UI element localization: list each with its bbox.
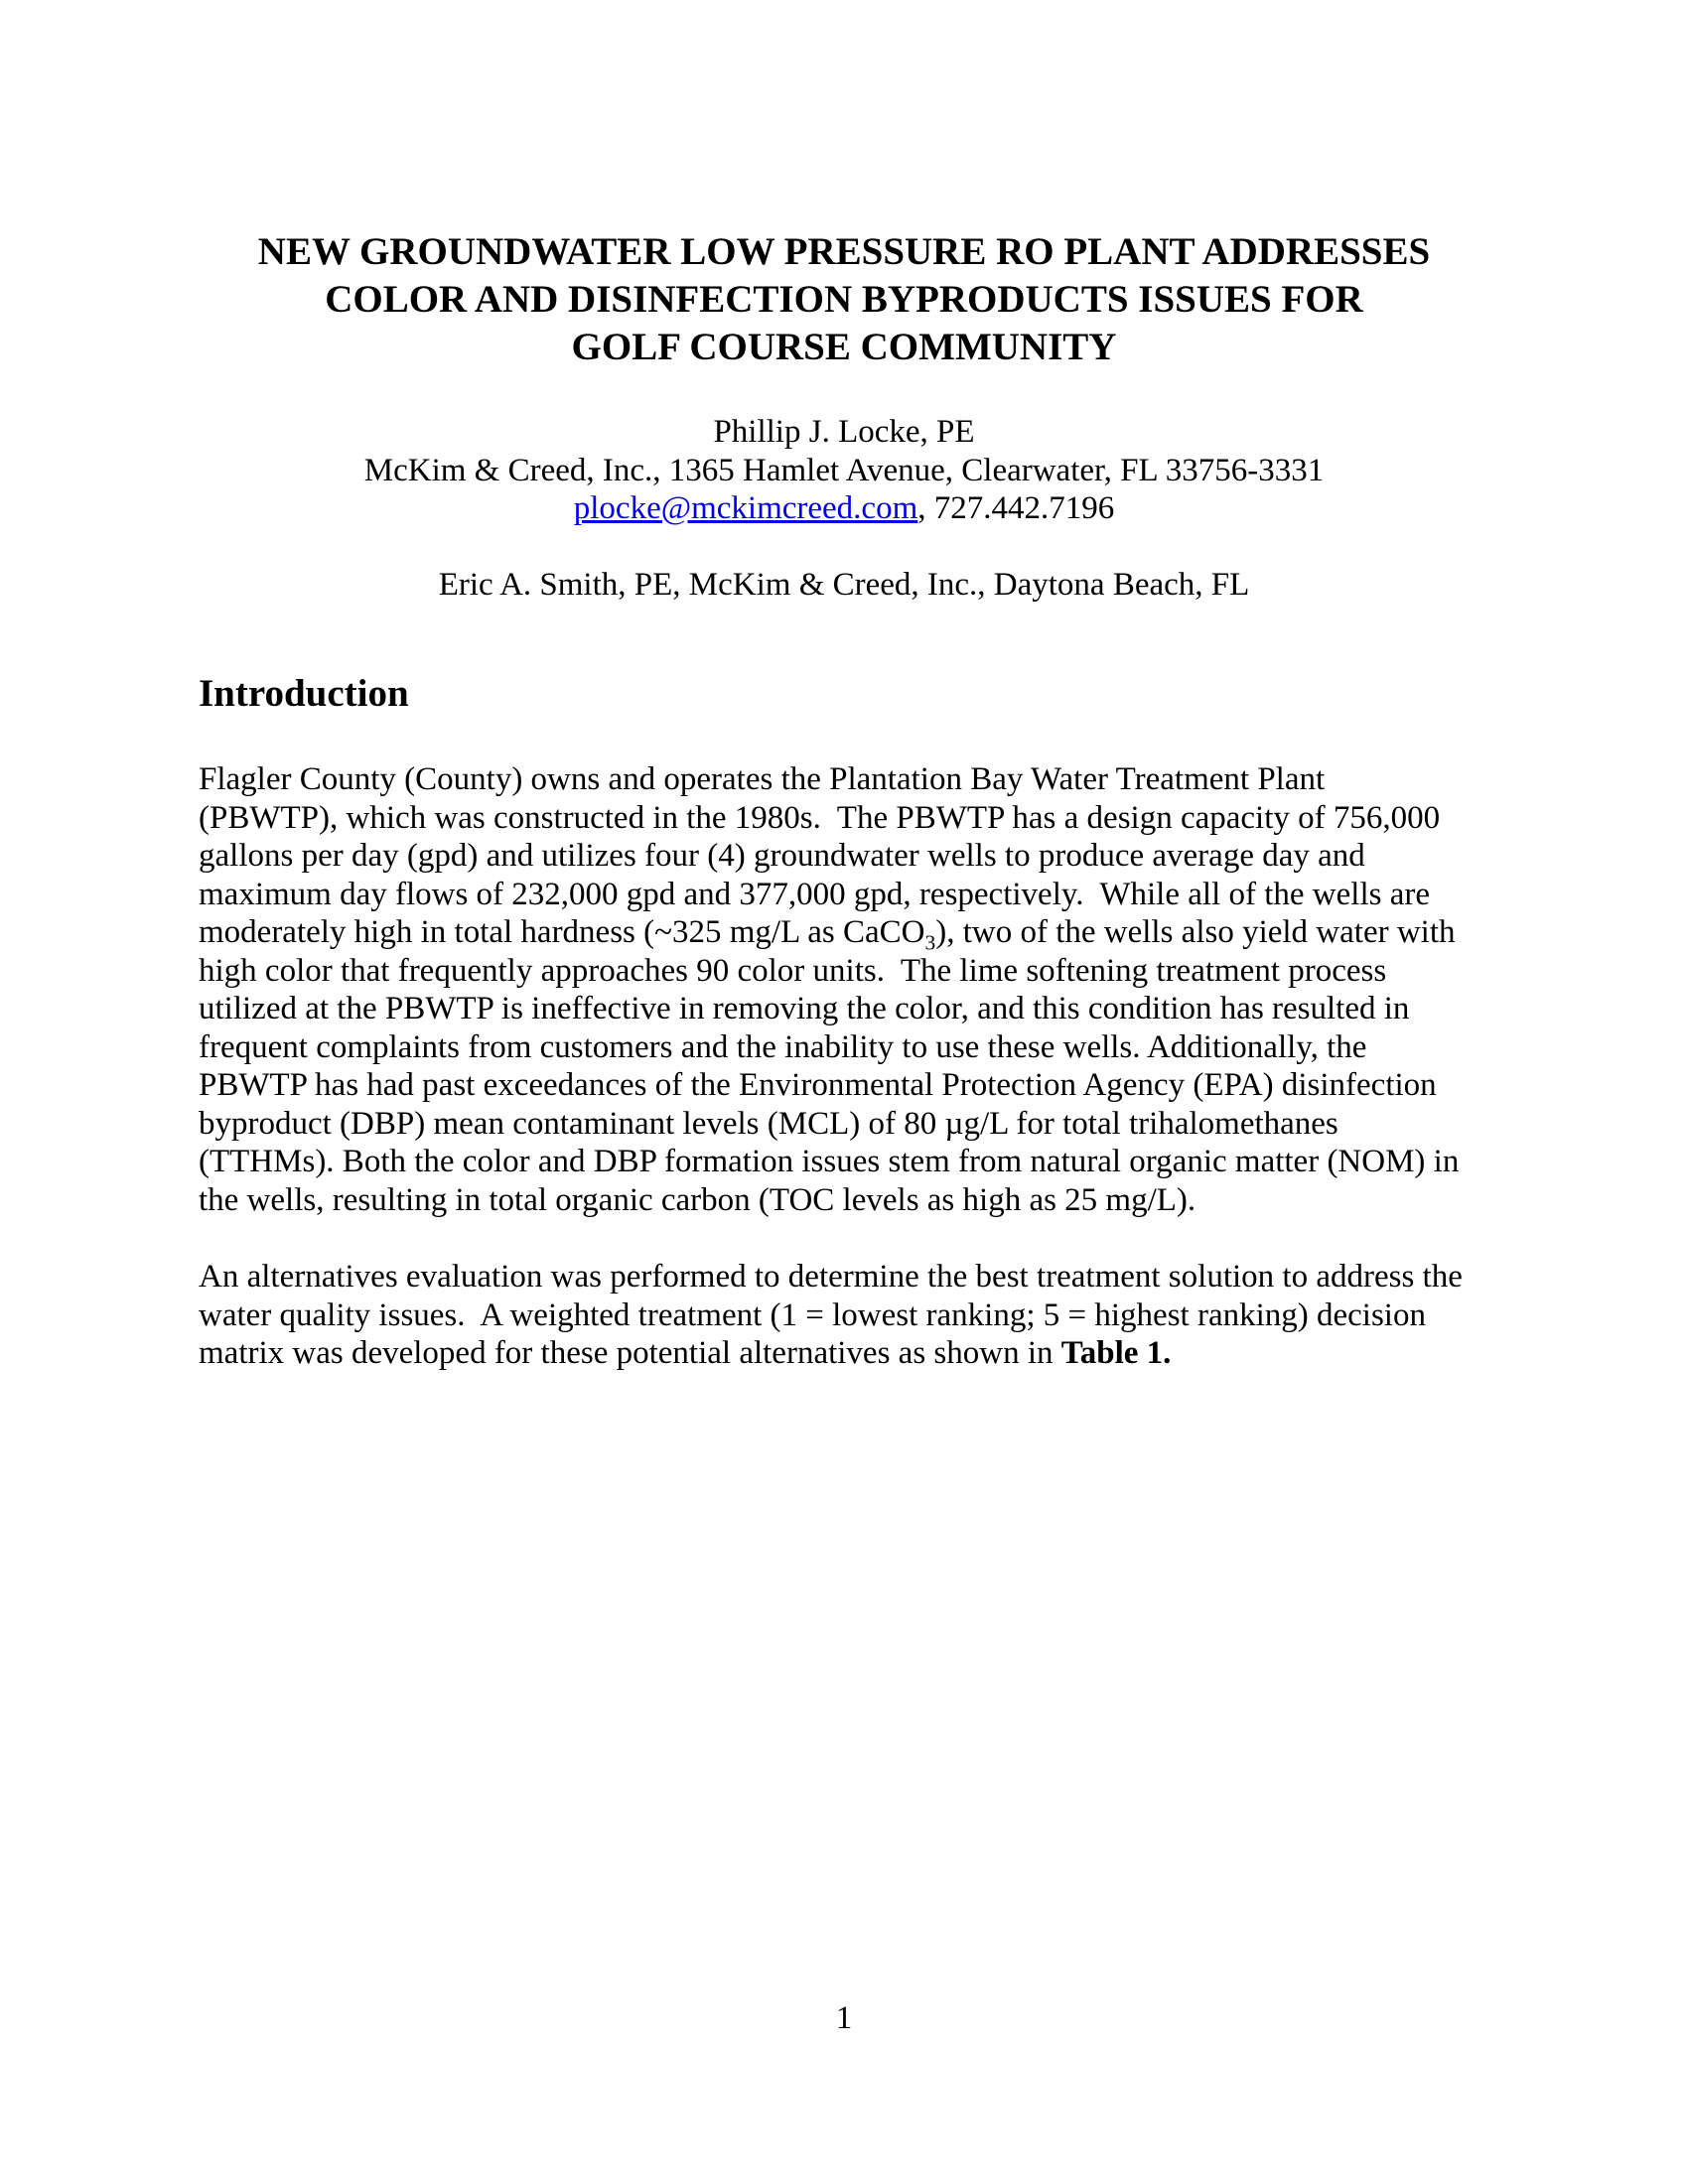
- paragraph-line: An alternatives evaluation was performed to determine the best treatment solution to address the: [199, 1259, 1463, 1295]
- paragraph-line: utilized at the PBWTP is ineffective in removing the color, and this condition has resulted in: [199, 991, 1410, 1026]
- paragraph-line: PBWTP has had past exceedances of the Environmental Protection Agency (EPA) disinfection: [199, 1067, 1437, 1103]
- paragraph-line: gallons per day (gpd) and utilizes four (4) groundwater wells to produce average day and: [199, 838, 1365, 874]
- paragraph-line-table-ref: [199, 1334, 1489, 1373]
- caco3-post-text: ), two of the wells also yield water with: [935, 914, 1456, 950]
- section-heading-introduction: Introduction: [199, 672, 409, 715]
- paragraph-line: high color that frequently approaches 90 color units. The lime softening treatment process: [199, 952, 1387, 989]
- title-line-3: GOLF COURSE COMMUNITY: [571, 326, 1117, 368]
- secondary-author-line: Eric A. Smith, PE, McKim & Creed, Inc., Daytona Beach, FL: [438, 566, 1250, 603]
- paragraph-line: (TTHMs). Both the color and DBP formation issues stem from natural organic matter (NOM) in: [199, 1144, 1460, 1179]
- title-line-1: NEW GROUNDWATER LOW PRESSURE RO PLANT ADDRESSES: [257, 230, 1431, 273]
- author-contact-line: [199, 489, 1489, 528]
- paragraph-line: Flagler County (County) owns and operates the Plantation Bay Water Treatment Plant: [199, 761, 1326, 797]
- phone-text: , 727.442.7196: [917, 490, 1115, 526]
- caco3-pre-text: moderately high in total hardness (~325 mg/L as CaCO: [199, 914, 925, 950]
- intro-paragraph-2: [199, 1258, 1489, 1373]
- page-number: 1: [835, 2000, 853, 2036]
- paragraph-line-caco3: [199, 913, 1489, 955]
- paper-title: [199, 228, 1489, 371]
- email-link[interactable]: plocke@mckimcreed.com: [573, 490, 918, 526]
- intro-paragraph-1: [199, 760, 1489, 1219]
- paragraph-line: water quality issues. A weighted treatment (1 = lowest ranking; 5 = highest ranking) decision: [199, 1297, 1426, 1333]
- author-affiliation: McKim & Creed, Inc., 1365 Hamlet Avenue, Clearwater, FL 33756-3331: [363, 452, 1325, 488]
- primary-author-block: [199, 413, 1489, 528]
- paragraph-line: (PBWTP), which was constructed in the 1980s. The PBWTP has a design capacity of 756,000: [199, 799, 1441, 836]
- table-ref-pre-text: matrix was developed for these potential alternatives as shown in: [199, 1335, 1061, 1371]
- paragraph-line: frequent complaints from customers and the inability to use these wells. Additionally, the: [199, 1028, 1367, 1065]
- paragraph-line: the wells, resulting in total organic carbon (TOC levels as high as 25 mg/L).: [199, 1181, 1196, 1218]
- caco3-subscript: 3: [924, 930, 936, 955]
- author-name: Phillip J. Locke, PE: [713, 414, 975, 450]
- paragraph-line: maximum day flows of 232,000 gpd and 377,000 gpd, respectively. While all of the wells are: [199, 876, 1430, 912]
- title-line-2: COLOR AND DISINFECTION BYPRODUCTS ISSUES FOR: [325, 278, 1363, 321]
- secondary-author-block: [199, 566, 1489, 605]
- table-ref-bold-text: Table 1.: [1060, 1335, 1172, 1371]
- paragraph-line: byproduct (DBP) mean contaminant levels (MCL) of 80 µg/L for total trihalomethanes: [199, 1105, 1338, 1142]
